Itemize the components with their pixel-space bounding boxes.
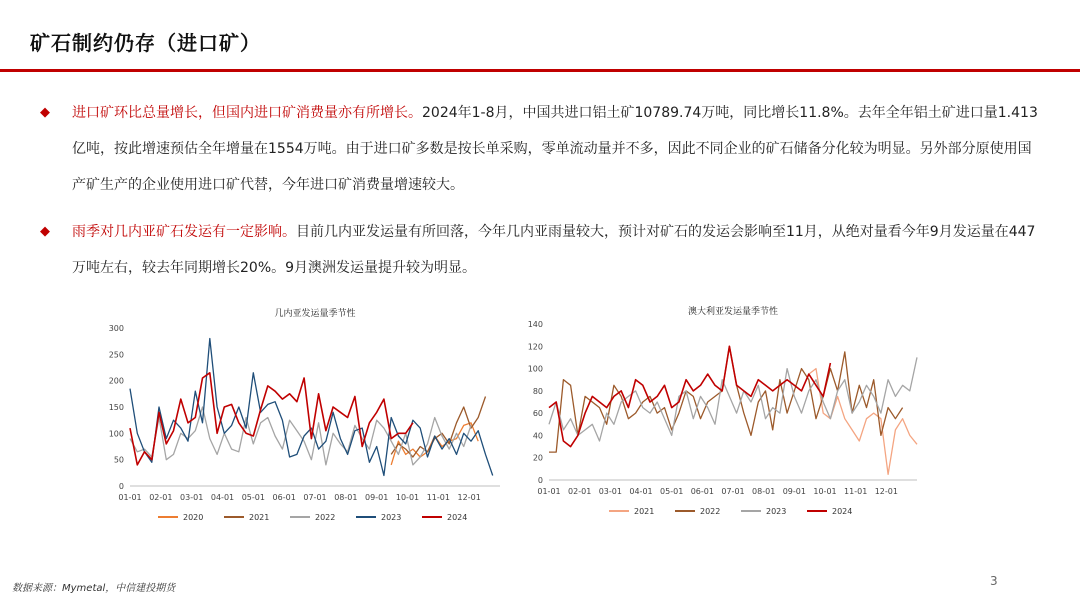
- x-tick-label: 07-01: [721, 487, 745, 496]
- x-tick-label: 08-01: [752, 487, 776, 496]
- x-tick-label: 01-01: [118, 493, 142, 502]
- guinea-shipment-chart: [90, 300, 510, 535]
- page-title: 矿石制约仍存（进口矿）: [30, 31, 261, 55]
- y-tick-label: 100: [527, 364, 543, 374]
- page-number: 3: [990, 574, 998, 588]
- y-tick-label: 50: [113, 455, 124, 465]
- data-source-note: 数据来源：Mymetal，中信建投期货: [12, 583, 176, 594]
- y-tick-label: 200: [108, 376, 124, 386]
- x-tick-label: 09-01: [365, 493, 389, 502]
- y-tick-label: 40: [532, 431, 543, 441]
- x-tick-label: 11-01: [426, 493, 450, 502]
- series-line-2023: [130, 339, 493, 476]
- bullet-2-highlight: 雨季对几内亚矿石发运有一定影响。: [72, 224, 296, 240]
- title-rule: [0, 69, 1080, 72]
- y-tick-label: 150: [108, 403, 124, 412]
- y-tick-label: 120: [527, 342, 543, 352]
- bullet-1: [40, 95, 1040, 203]
- x-tick-label: 02-01: [568, 487, 592, 496]
- chart-title: 澳大利亚发运量季节性: [687, 307, 779, 317]
- x-tick-label: 05-01: [241, 493, 265, 502]
- bullet-1-body: 2024年1-8月，中国共进口铝土矿10789.74万吨，同比增长11.8%。去年全年铝土矿进口量1.413亿吨，按此增速预估全年增量在1554万吨。由于进口矿多数是按长单采购，零单流动量并不多，因此不同企业的矿石储备分化较为明显。另外部分原使用国产矿生产的企业使用进口矿代替，今年进口矿消费量增速较大。: [72, 105, 1038, 193]
- y-tick-label: 100: [108, 429, 124, 439]
- x-tick-label: 01-01: [537, 487, 561, 496]
- x-tick-label: 11-01: [844, 487, 868, 496]
- australia-shipment-chart: [515, 300, 925, 525]
- legend-label-2022: 2022: [315, 513, 336, 522]
- diamond-bullet-icon: ◆: [40, 224, 50, 239]
- series-line-2024: [130, 373, 413, 465]
- bullet-1-highlight: 进口矿环比总量增长，但国内进口矿消费量亦有所增长。: [72, 105, 422, 121]
- x-tick-label: 03-01: [180, 493, 204, 502]
- y-tick-label: 20: [532, 453, 543, 463]
- x-tick-label: 02-01: [149, 493, 173, 502]
- x-tick-label: 06-01: [272, 493, 296, 502]
- y-tick-label: 300: [108, 324, 124, 333]
- legend-label-2021: 2021: [249, 513, 270, 522]
- legend-label-2023: 2023: [381, 513, 402, 522]
- legend-label-2023: 2023: [766, 507, 787, 516]
- x-tick-label: 05-01: [660, 487, 684, 496]
- y-tick-label: 140: [527, 320, 543, 329]
- diamond-bullet-icon: ◆: [40, 105, 50, 120]
- chart-title: 几内亚发运量季节性: [274, 309, 356, 319]
- x-tick-label: 07-01: [303, 493, 327, 502]
- legend-label-2024: 2024: [832, 507, 853, 516]
- x-tick-label: 12-01: [457, 493, 481, 502]
- x-tick-label: 06-01: [690, 487, 714, 496]
- x-tick-label: 09-01: [782, 487, 806, 496]
- y-tick-label: 250: [108, 350, 124, 360]
- legend-label-2024: 2024: [447, 513, 468, 522]
- x-tick-label: 04-01: [210, 493, 235, 502]
- x-tick-label: 10-01: [395, 493, 420, 502]
- bullet-2-body: 目前几内亚发运量有所回落，今年几内亚雨量较大，预计对矿石的发运会影响至11月，从绝对量看今年9月发运量在447万吨左右，较去年同期增长20%。9月澳洲发运量提升较为明显。: [72, 224, 1036, 276]
- x-tick-label: 12-01: [874, 487, 898, 496]
- x-tick-label: 08-01: [334, 493, 358, 502]
- y-tick-label: 0: [118, 482, 124, 491]
- legend-label-2022: 2022: [700, 507, 721, 516]
- x-tick-label: 10-01: [813, 487, 837, 496]
- bullet-2-text: [72, 214, 1040, 286]
- chart-guinea: [90, 300, 510, 535]
- legend-label-2021: 2021: [634, 507, 655, 516]
- chart-australia: [515, 300, 925, 525]
- x-tick-label: 03-01: [598, 487, 622, 496]
- x-tick-label: 04-01: [629, 487, 653, 496]
- bullet-2: [40, 214, 1040, 286]
- y-tick-label: 0: [537, 476, 543, 485]
- series-line-2024: [549, 346, 830, 446]
- y-tick-label: 60: [532, 409, 543, 419]
- legend-label-2020: 2020: [183, 513, 204, 522]
- y-tick-label: 80: [532, 386, 543, 396]
- bullet-1-text: [72, 95, 1040, 203]
